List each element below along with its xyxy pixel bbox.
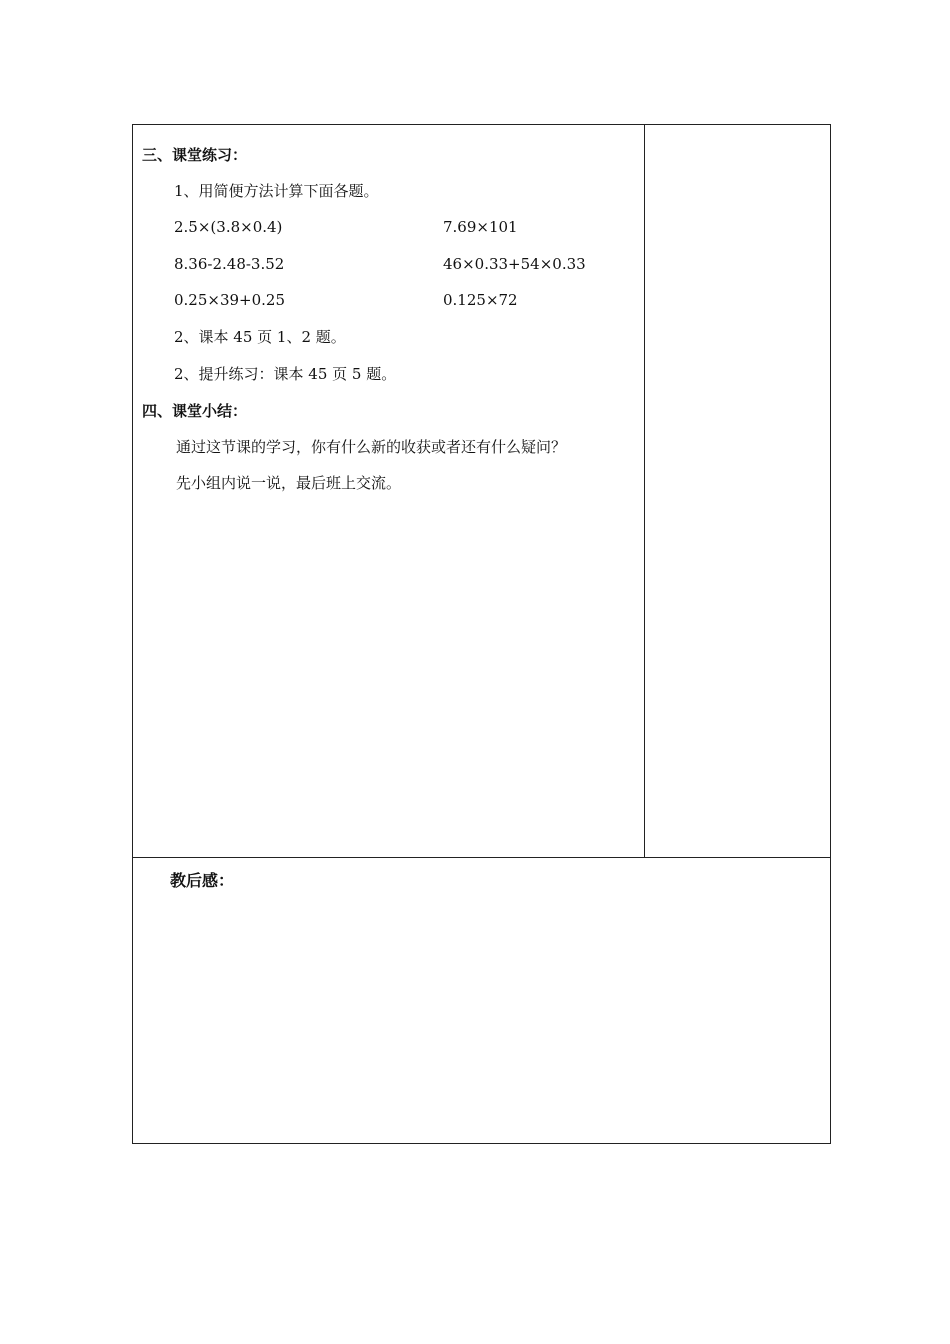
practice-item-2: 2、课本 45 页 1、2 题。 bbox=[174, 328, 346, 346]
math-problem: 2.5×(3.8×0.4) bbox=[174, 218, 283, 236]
math-problem: 0.125×72 bbox=[443, 291, 518, 309]
math-problem: 7.69×101 bbox=[443, 218, 518, 236]
math-problem: 8.36-2.48-3.52 bbox=[174, 255, 285, 273]
summary-line-2: 先小组内说一说，最后班上交流。 bbox=[176, 474, 402, 492]
practice-item-3: 2、提升练习：课本 45 页 5 题。 bbox=[174, 365, 397, 383]
practice-heading: 三、课堂练习： bbox=[142, 146, 248, 164]
summary-heading: 四、课堂小结： bbox=[142, 402, 248, 420]
summary-line-1: 通过这节课的学习，你有什么新的收获或者还有什么疑问？ bbox=[176, 438, 567, 456]
reflection-heading: 教后感： bbox=[170, 871, 235, 890]
math-problem: 0.25×39+0.25 bbox=[174, 291, 286, 309]
reflection-row-divider bbox=[133, 857, 830, 858]
math-problem: 46×0.33+54×0.33 bbox=[443, 255, 586, 273]
notes-column-divider bbox=[644, 125, 645, 857]
lesson-plan-table bbox=[132, 124, 831, 1144]
practice-item-1: 1、用简便方法计算下面各题。 bbox=[174, 182, 379, 200]
